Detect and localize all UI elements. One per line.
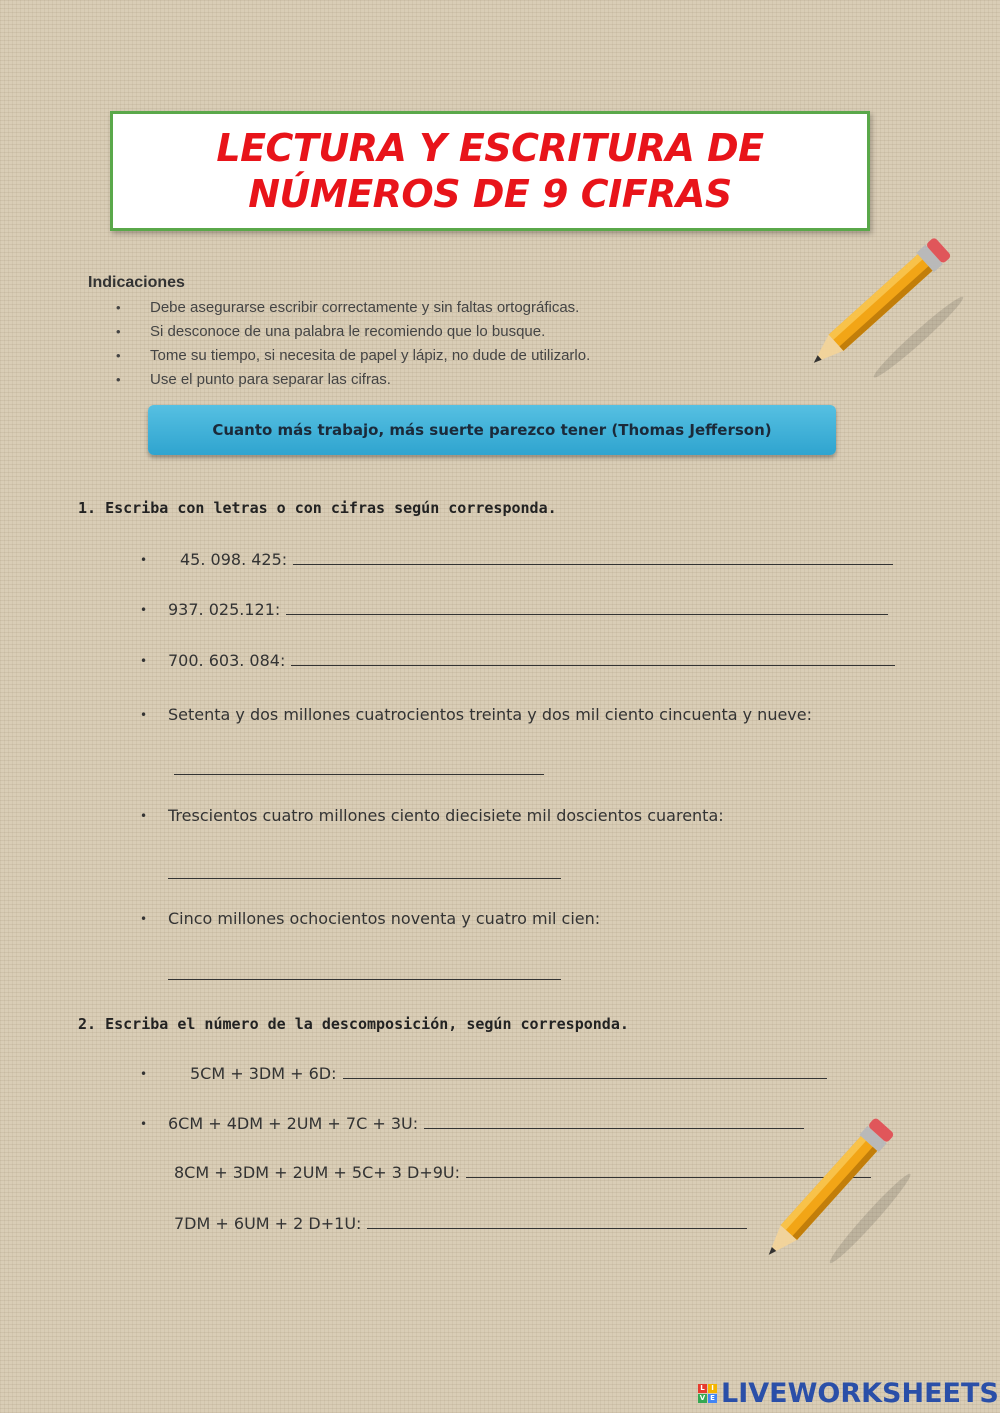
answer-line-1[interactable] — [293, 564, 893, 565]
q2-item-1-label: 5CM + 3DM + 6D: — [190, 1064, 337, 1083]
logo-mark-icon — [698, 1384, 717, 1403]
answer-line-7[interactable] — [343, 1078, 827, 1079]
bullet: • — [140, 809, 148, 823]
q1-item-2-label: 937. 025.121: — [168, 600, 281, 619]
indications-list — [116, 296, 590, 392]
title-line-1: LECTURA Y ESCRITURA DE — [216, 126, 764, 170]
bullet: • — [140, 553, 148, 567]
bullet: • — [140, 603, 148, 617]
q1-item-4 — [140, 705, 813, 724]
quote-banner: Cuanto más trabajo, más suerte parezco tener (Thomas Jefferson) — [148, 405, 836, 455]
q1-item-6-label: Cinco millones ochocientos noventa y cuatro mil cien: — [168, 909, 601, 928]
indication-item: • Si desconoce de una palabra le recomiendo que lo busque. — [116, 320, 590, 344]
q1-item-3-label: 700. 603. 084: — [168, 651, 286, 670]
q2-item-3-label: 8CM + 3DM + 2UM + 5C+ 3 D+9U: — [174, 1163, 461, 1182]
q2-item-1 — [140, 1064, 827, 1083]
indications-heading: Indicaciones — [88, 274, 185, 291]
q2-item-2-label: 6CM + 4DM + 2UM + 7C + 3U: — [168, 1114, 419, 1133]
question-2-heading: 2. Escriba el número de la descomposición, según corresponda. — [78, 1015, 629, 1033]
q1-item-1 — [140, 550, 893, 569]
logo-mark-letter: L — [698, 1384, 707, 1393]
indication-item: • Use el punto para separar las cifras. — [116, 368, 590, 392]
logo-mark-letter: V — [699, 1394, 706, 1402]
pencil-icon — [800, 220, 970, 380]
q1-item-3 — [140, 651, 895, 670]
bullet: • — [140, 1067, 148, 1081]
answer-line-10[interactable] — [367, 1228, 747, 1229]
indication-item: • Tome su tiempo, si necesita de papel y lápiz, no dude de utilizarlo. — [116, 344, 590, 368]
answer-line-5[interactable] — [168, 878, 561, 879]
q1-item-4-label: Setenta y dos millones cuatrocientos treinta y dos mil ciento cincuenta y nueve: — [168, 705, 813, 724]
q2-item-2 — [140, 1114, 804, 1133]
title-line-2: NÚMEROS DE 9 CIFRAS — [248, 172, 732, 216]
logo-mark-letter: I — [708, 1384, 717, 1393]
question-1-heading: 1. Escriba con letras o con cifras según corresponda. — [78, 499, 557, 517]
answer-line-4[interactable] — [174, 774, 544, 775]
pencil-icon — [748, 1105, 918, 1265]
answer-line-6[interactable] — [168, 979, 561, 980]
q1-item-5-label: Trescientos cuatro millones ciento diecisiete mil doscientos cuarenta: — [168, 806, 724, 825]
bullet: • — [140, 1117, 148, 1131]
logo-text: LIVEWORKSHEETS — [721, 1378, 999, 1409]
bullet: • — [140, 654, 148, 668]
q1-item-1-label: 45. 098. 425: — [180, 550, 288, 569]
q2-item-4-label: 7DM + 6UM + 2 D+1U: — [174, 1214, 362, 1233]
liveworksheets-logo[interactable] — [698, 1378, 999, 1409]
title-box — [110, 111, 870, 231]
q1-item-6 — [140, 909, 601, 928]
answer-line-3[interactable] — [291, 665, 895, 666]
bullet: • — [140, 708, 148, 722]
logo-mark-letter: E — [708, 1394, 717, 1403]
indication-item: • Debe asegurarse escribir correctamente y sin faltas ortográficas. — [116, 296, 590, 320]
q1-item-5 — [140, 806, 724, 825]
q1-item-2 — [140, 600, 888, 619]
bullet: • — [140, 912, 148, 926]
answer-line-2[interactable] — [286, 614, 888, 615]
q2-item-4 — [174, 1214, 747, 1233]
